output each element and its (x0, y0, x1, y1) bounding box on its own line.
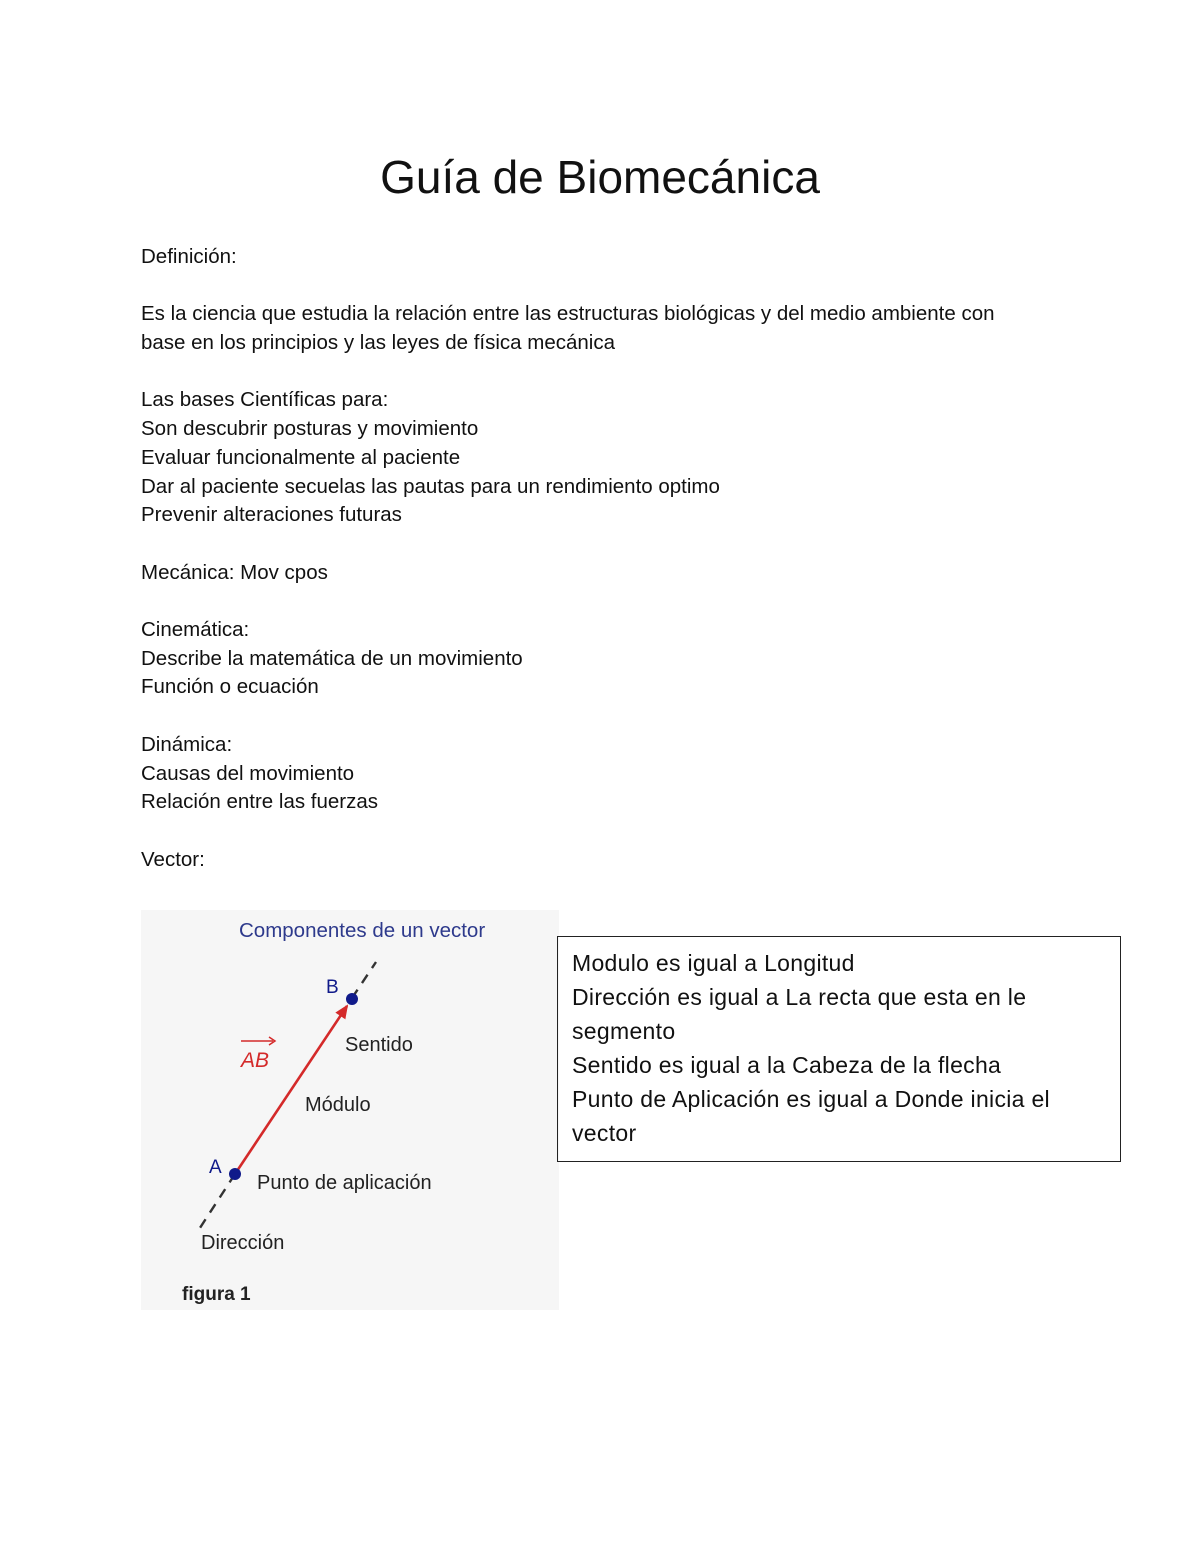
direccion-label: Dirección (201, 1232, 285, 1254)
point-a-dot (229, 1168, 241, 1180)
document-title: Guía de Biomecánica (380, 151, 820, 203)
paragraph-bases-item: Dar al paciente secuelas las pautas para un rendimiento optimo (141, 474, 720, 498)
paragraph-dinamica-item: Causas del movimiento (141, 761, 355, 785)
paragraph-bases-item: Evaluar funcionalmente al paciente (141, 445, 461, 469)
figure-caption: figura 1 (182, 1284, 251, 1305)
definition-line: Dirección es igual a La recta que esta en le (572, 984, 1027, 1010)
paragraph-definicion-heading: Definición: (141, 245, 237, 268)
paragraph-bases-heading: Las bases Científicas para: (141, 388, 389, 412)
direction-line-lower (196, 1174, 235, 1234)
paragraph-mecanica: Mecánica: Mov cpos (141, 560, 328, 584)
definition-line: Punto de Aplicación es igual a Donde inicia el (572, 1086, 1050, 1112)
paragraph-bases-item: Prevenir alteraciones futuras (141, 503, 402, 527)
point-a-label: A (209, 1157, 222, 1178)
figure-heading: Componentes de un vector (239, 919, 486, 942)
definition-line: segmento (572, 1018, 676, 1044)
vector-ab-label: AB (241, 1049, 270, 1072)
paragraph-cinematica-item: Función o ecuación (141, 675, 319, 699)
paragraph-definicion-line-1: Es la ciencia que estudia la relación entre las estructuras biológicas y del medio ambiente con (141, 302, 995, 326)
punto-aplicacion-label: Punto de aplicación (257, 1172, 432, 1194)
direction-line-upper (352, 962, 376, 998)
paragraph-vector-heading: Vector: (141, 847, 205, 871)
paragraph-dinamica-heading: Dinámica: (141, 732, 233, 756)
definitions-box (557, 936, 1121, 1162)
point-b-dot (346, 993, 358, 1005)
paragraph-dinamica-item: Relación entre las fuerzas (141, 790, 379, 814)
document-body (141, 243, 1081, 874)
modulo-label: Módulo (305, 1094, 371, 1116)
definition-line: vector (572, 1120, 637, 1146)
paragraph-definicion-line-2: base en los principios y las leyes de física mecánica (141, 331, 616, 355)
sentido-label: Sentido (345, 1034, 413, 1056)
definition-line: Modulo es igual a Longitud (572, 950, 855, 976)
vector-arrow (235, 1006, 347, 1174)
definition-line: Sentido es igual a la Cabeza de la flecha (572, 1052, 1002, 1078)
paragraph-cinematica-item: Describe la matemática de un movimiento (141, 646, 523, 670)
point-b-label: B (326, 977, 339, 998)
paragraph-cinematica-heading: Cinemática: (141, 618, 250, 642)
paragraph-bases-item: Son descubrir posturas y movimiento (141, 417, 479, 441)
vector-figure (141, 910, 559, 1310)
